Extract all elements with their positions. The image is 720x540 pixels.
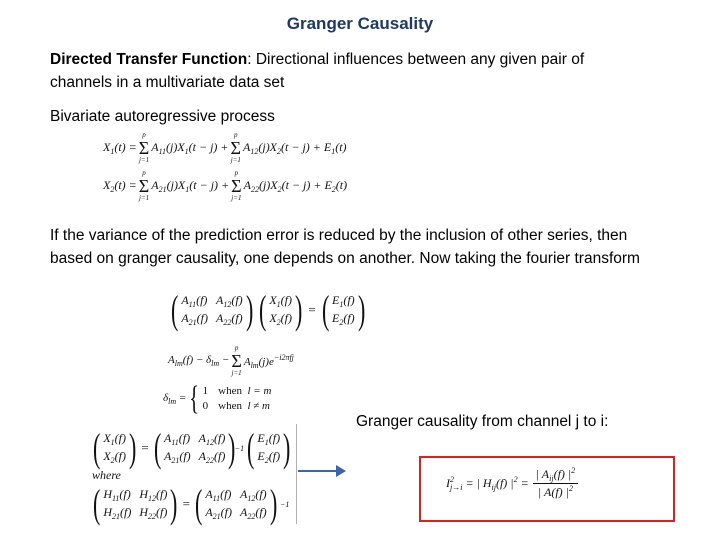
- where-label: where: [92, 468, 121, 482]
- arrow-shaft: [298, 470, 338, 472]
- bivariate-ar-equations: $X_1(t)$ = p Σ j=1 $A_{11}(j)X_1(t - j)$ + p Σ j=1 $A_{12}(j)X_2(t - j) + E_1(t)$ $X_2(t)$ = p Σ j=1 $A_{21}(j)X_1(t - j)$ + p Σ j=1 $A_{22}(j)X_2(t - j) + E_2(t)$: [103, 131, 348, 202]
- dtf-paragraph: [50, 48, 650, 94]
- kronecker-delta-definition: $\delta_{lm}$ = { 1 when l = m 0 when l ≠ m: [163, 380, 272, 417]
- granger-causality-formula: $I^2_{j\to i}$ = | $H_{ij}(f) |^2$ = $\frac{| A_{ij}(f) |^2}{| A(f) |^2}$: [446, 466, 578, 500]
- a-lm-definition: $A_{lm}(f) - \delta_{lm}$ − p Σ j=1 $A_{lm}(j)e^{-i2\pi fj}$: [168, 344, 294, 377]
- transfer-matrix-equation: ( $H_{11}(f)$ $H_{12}(f)$ $H_{21}(f)$ $H_{22}(f)$ ) = ( $A_{11}(f)$ $A_{12}(f)$ $A_{21}(f)$ $A_{22}(f)$ ) −1: [92, 481, 290, 526]
- bivariate-heading: Bivariate autoregressive process: [50, 108, 275, 125]
- fourier-matrix-equation: ( $A_{11}(f)$ $A_{12}(f)$ $A_{21}(f)$ $A_{22}(f)$ ) ( $X_1(f)$ $X_2(f)$ ) = ( $E_1(f)$ $E_2(f)$ ): [170, 287, 366, 332]
- inverse-matrix-equation: ( $X_1(f)$ $X_2(f)$ ) = ( $A_{11}(f)$ $A_{12}(f)$ $A_{21}(f)$ $A_{22}(f)$ ) −1 ( $E_1(f)$ $E_2(f)$ ): [92, 425, 291, 470]
- arrow-right-icon: [336, 465, 346, 477]
- variance-paragraph: If the variance of the prediction error is reduced by the inclusion of other series, then based on granger causality, one depends on another. Now taking the fourier transform: [50, 227, 640, 267]
- dtf-label: Directed Transfer Function: [50, 51, 248, 68]
- dtf-text: : Directional influences between any given pair of channels in a multivariate data set: [50, 51, 585, 91]
- slide-title: Granger Causality: [286, 14, 434, 33]
- granger-causality-label: Granger causality from channel j to i:: [356, 413, 609, 430]
- formula-block-divider: [296, 424, 297, 524]
